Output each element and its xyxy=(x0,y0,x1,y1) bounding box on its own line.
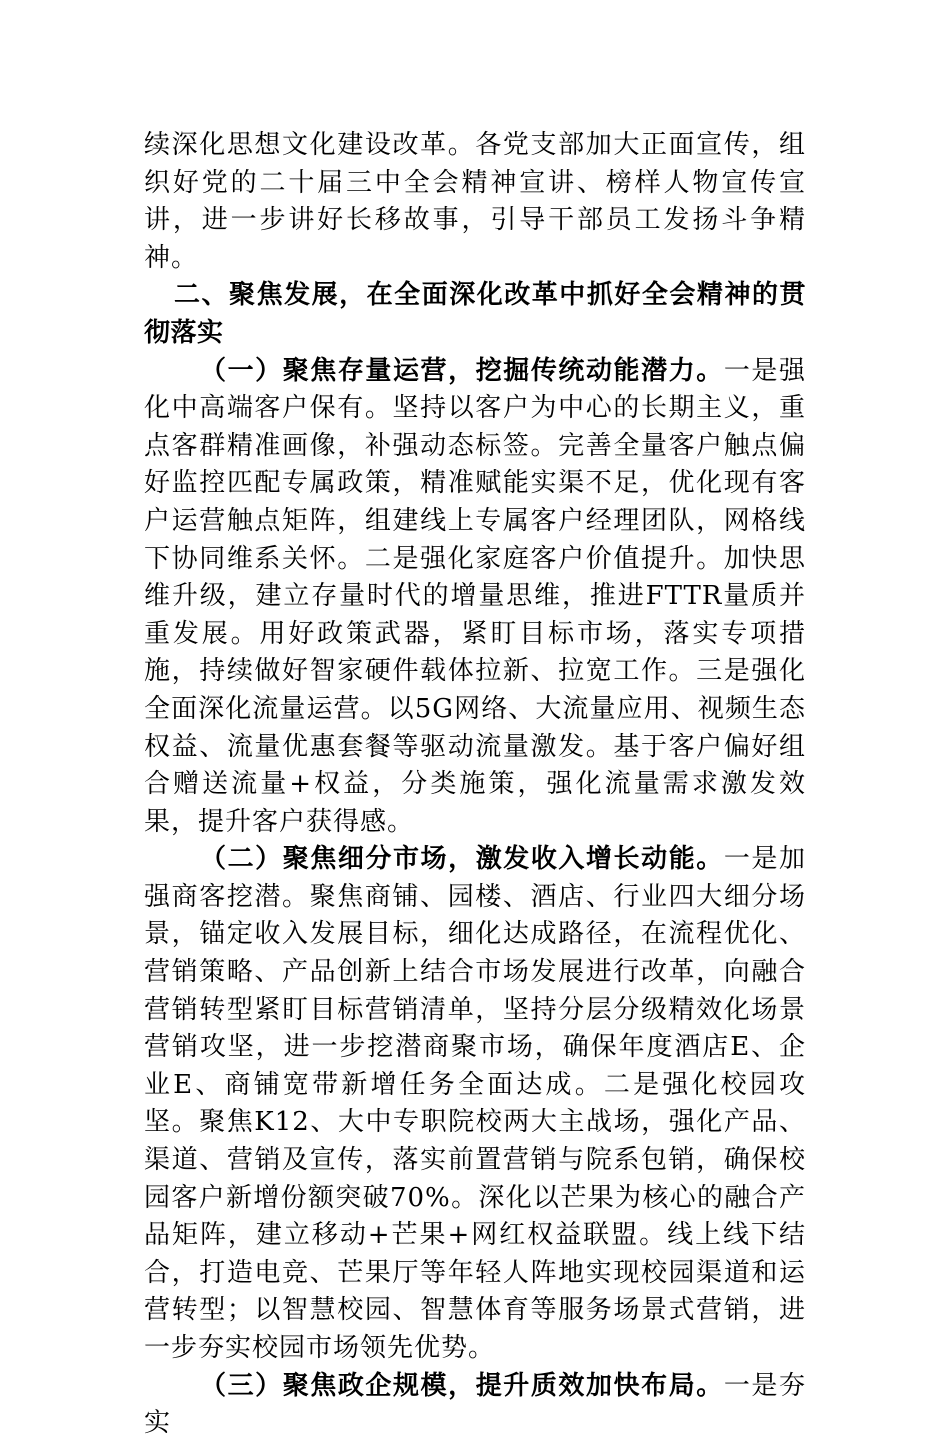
section-heading: 二、聚焦发展，在全面深化改革中抓好全会精神的贯彻落实 xyxy=(144,280,806,348)
paragraph-text: 一是加强商客挖潜。聚焦商铺、园楼、酒店、行业四大细分场景，锚定收入发展目标，细化达成路径，在流程优化、营销策略、产品创新上结合市场发展进行改革，向融合营销转型紧盯目标营销清单，坚持分层分级精效化场景营销攻坚，进一步挖潜商聚市场，确保年度酒店E、企业E、商铺宽带新增任务全面达成。二是强化校园攻坚。聚焦K12、大中专职院校两大主战场，强化产品、渠道、营销及宣传，落实前置营销与院系包销，确保校园客户新增份额突破70%。深化以芒果为核心的融合产品矩阵，建立移动+芒果+网红权益联盟。线上线下结合，打造电竞、芒果厅等年轻人阵地实现校园渠道和运营转型；以智慧校园、智慧体育等服务场景式营销，进一步夯实校园市场领先优势。 xyxy=(144,844,806,1363)
paragraph-text: 一是夯实 xyxy=(144,1370,806,1439)
document-body xyxy=(144,127,806,1443)
paragraph-lead: （二）聚焦细分市场，激发收入增长动能。 xyxy=(200,844,724,875)
paragraph-continuation: 续深化思想文化建设改革。各党支部加大正面宣传，组织好党的二十届三中全会精神宣讲、榜样人物宣传宣讲，进一步讲好长移故事，引导干部员工发扬斗争精神。 xyxy=(144,130,806,273)
paragraph-text: 一是强化中高端客户保有。坚持以客户为中心的长期主义，重点客群精准画像，补强动态标签。完善全量客户触点偏好监控匹配专属政策，精准赋能实渠不足，优化现有客户运营触点矩阵，组建线上专属客户经理团队，网格线下协同维系关怀。二是强化家庭客户价值提升。加快思维升级，建立存量时代的增量思维，推进FTTR量质并重发展。用好政策武器，紧盯目标市场，落实专项措施，持续做好智家硬件载体拉新、拉宽工作。三是强化全面深化流量运营。以5G网络、大流量应用、视频生态权益、流量优惠套餐等驱动流量激发。基于客户偏好组合赠送流量+权益，分类施策，强化流量需求激发效果，提升客户获得感。 xyxy=(144,355,806,837)
paragraph-lead: （一）聚焦存量运营，挖掘传统动能潜力。 xyxy=(200,355,724,386)
paragraph-government-enterprise xyxy=(144,1368,806,1443)
paragraph-segment-market xyxy=(144,841,806,1367)
paragraph-storage-operations xyxy=(144,353,806,842)
paragraph-lead: （三）聚焦政企规模，提升质效加快布局。 xyxy=(200,1370,724,1401)
